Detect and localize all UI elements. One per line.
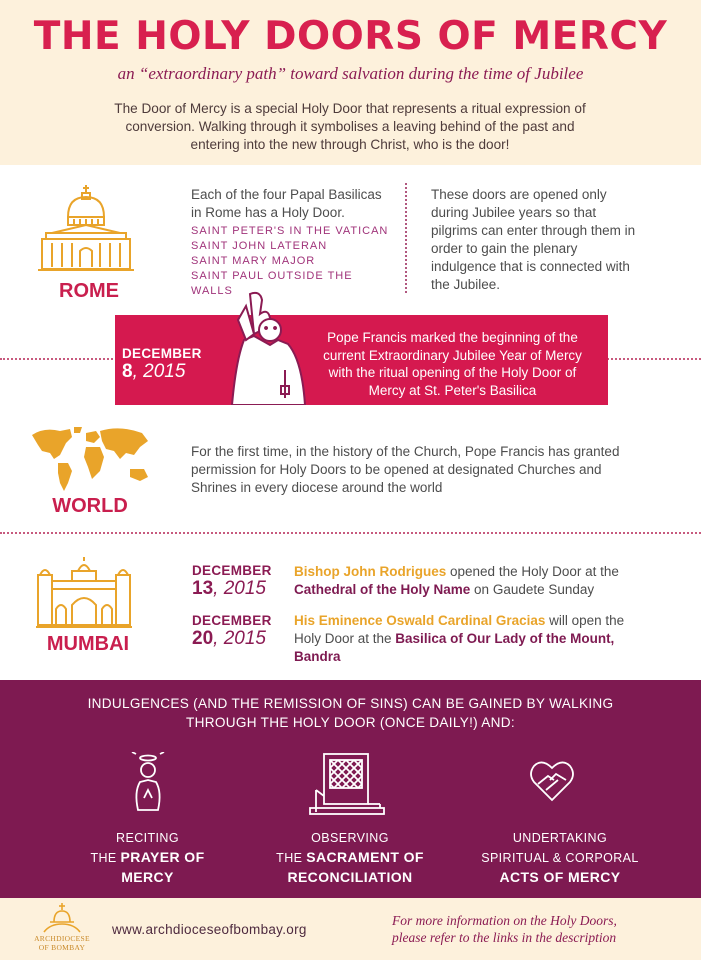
action-line bbox=[460, 848, 660, 868]
december-20-date bbox=[192, 613, 272, 650]
event-location: Cathedral of the Holy Name bbox=[294, 582, 471, 597]
world-map-icon bbox=[30, 425, 152, 493]
event-text: will open the Holy Door at the bbox=[294, 613, 625, 646]
date-year: , 2015 bbox=[213, 578, 266, 599]
date-day: 13 bbox=[192, 578, 214, 599]
date-month: DECEMBER bbox=[192, 563, 272, 578]
heart-hands-icon bbox=[528, 758, 576, 802]
december-13-date bbox=[192, 563, 272, 600]
basilica-item: SAINT PAUL OUTSIDE THE WALLS bbox=[191, 270, 353, 297]
basilica-item: SAINT JOHN LATERAN bbox=[191, 240, 328, 252]
december-8-text: Pope Francis marked the beginning of the current Extraordinary Jubilee Year of Mercy with the ritual opening of the Holy Door of Mercy at St. Peter's Basilica bbox=[323, 330, 582, 398]
action-line-bold: MERCY bbox=[121, 869, 174, 885]
action-prayer bbox=[60, 829, 235, 888]
action-line bbox=[260, 868, 440, 888]
date-month: DECEMBER bbox=[192, 613, 272, 628]
event-13-text bbox=[294, 563, 624, 599]
confessional-icon bbox=[308, 750, 386, 820]
action-line-bold: SACRAMENT OF bbox=[306, 849, 424, 865]
world-text: For the first time, in the history of the Church, Pope Francis has granted permission for Holy Doors to be opened at designated Churches and Shrines in every diocese around the world bbox=[191, 444, 620, 495]
action-line-prefix: THE bbox=[276, 851, 307, 865]
basilica-item: SAINT PETER'S IN THE VATICAN bbox=[191, 225, 389, 237]
action-acts-of-mercy bbox=[460, 829, 660, 888]
basilica-icon bbox=[38, 183, 134, 273]
pope-francis-icon bbox=[210, 290, 310, 405]
action-line-bold: ACTS OF MERCY bbox=[499, 869, 621, 885]
action-line-bold: PRAYER OF bbox=[120, 849, 205, 865]
basilica-list bbox=[191, 224, 396, 299]
more-info-text: For more information on the Holy Doors, please refer to the links in the description bbox=[392, 913, 617, 945]
rome-label: ROME bbox=[59, 280, 119, 302]
event-person: Bishop John Rodrigues bbox=[294, 564, 447, 579]
date-day-year bbox=[122, 361, 202, 383]
action-reconciliation bbox=[260, 829, 440, 888]
logo-line: ARCHDIOCESE bbox=[34, 934, 90, 943]
action-line-prefix: SPIRITUAL & CORPORAL bbox=[481, 851, 639, 865]
rome-lead-text: Each of the four Papal Basilicas in Rome has a Holy Door. bbox=[191, 187, 382, 220]
date-day-year bbox=[192, 578, 272, 600]
dotted-rule bbox=[0, 532, 701, 534]
action-line-prefix: THE bbox=[90, 851, 121, 865]
world-label: WORLD bbox=[52, 495, 128, 517]
action-line bbox=[60, 868, 235, 888]
praying-person-icon bbox=[126, 752, 170, 812]
date-day-year bbox=[192, 628, 272, 650]
action-line: RECITING bbox=[116, 831, 179, 845]
rome-note-text: These doors are opened only during Jubilee years so that pilgrims can enter through them in order to gain the plenary indulgence that is connected with the Jubilee. bbox=[431, 187, 636, 292]
column-divider bbox=[405, 183, 407, 293]
action-line: OBSERVING bbox=[311, 831, 389, 845]
indulgences-text: INDULGENCES (AND THE REMISSION OF SINS) CAN BE GAINED BY WALKING THROUGH THE HOLY DOOR (ONCE DAILY!) AND: bbox=[87, 696, 614, 730]
archdiocese-logo-text bbox=[28, 934, 96, 952]
action-line-bold: RECONCILIATION bbox=[287, 869, 413, 885]
intro-text: The Door of Mercy is a special Holy Door that represents a ritual expression of conversion. Walking through it symbolises a leaving behind of the past and entering into the new through Christ, who is the door! bbox=[114, 101, 586, 152]
december-8-date bbox=[122, 346, 202, 383]
date-year: , 2015 bbox=[213, 628, 266, 649]
archdiocese-logo-icon bbox=[40, 902, 84, 934]
action-line bbox=[260, 848, 440, 868]
page-title: THE HOLY DOORS OF MERCY bbox=[33, 14, 668, 59]
date-day: 20 bbox=[192, 628, 214, 649]
event-20-text bbox=[294, 612, 654, 666]
action-line bbox=[460, 868, 660, 888]
date-day: 8 bbox=[122, 361, 133, 382]
action-line: UNDERTAKING bbox=[512, 831, 608, 845]
event-text: opened the Holy Door at the bbox=[446, 564, 619, 579]
page-subtitle: an “extraordinary path” toward salvation during the time of Jubilee bbox=[117, 64, 584, 83]
gateway-of-india-icon bbox=[34, 553, 134, 628]
logo-line: OF BOMBAY bbox=[38, 943, 86, 952]
event-location: Basilica of Our Lady of the Mount, Bandra bbox=[294, 631, 615, 664]
action-line bbox=[60, 848, 235, 868]
website-link[interactable]: www.archdioceseofbombay.org bbox=[112, 922, 307, 937]
event-person: His Eminence Oswald Cardinal Gracias bbox=[294, 613, 546, 628]
mumbai-label: MUMBAI bbox=[46, 633, 130, 655]
event-text: on Gaudete Sunday bbox=[470, 582, 595, 597]
date-year: , 2015 bbox=[132, 361, 186, 382]
date-month: DECEMBER bbox=[122, 346, 202, 361]
basilica-item: SAINT MARY MAJOR bbox=[191, 255, 316, 267]
